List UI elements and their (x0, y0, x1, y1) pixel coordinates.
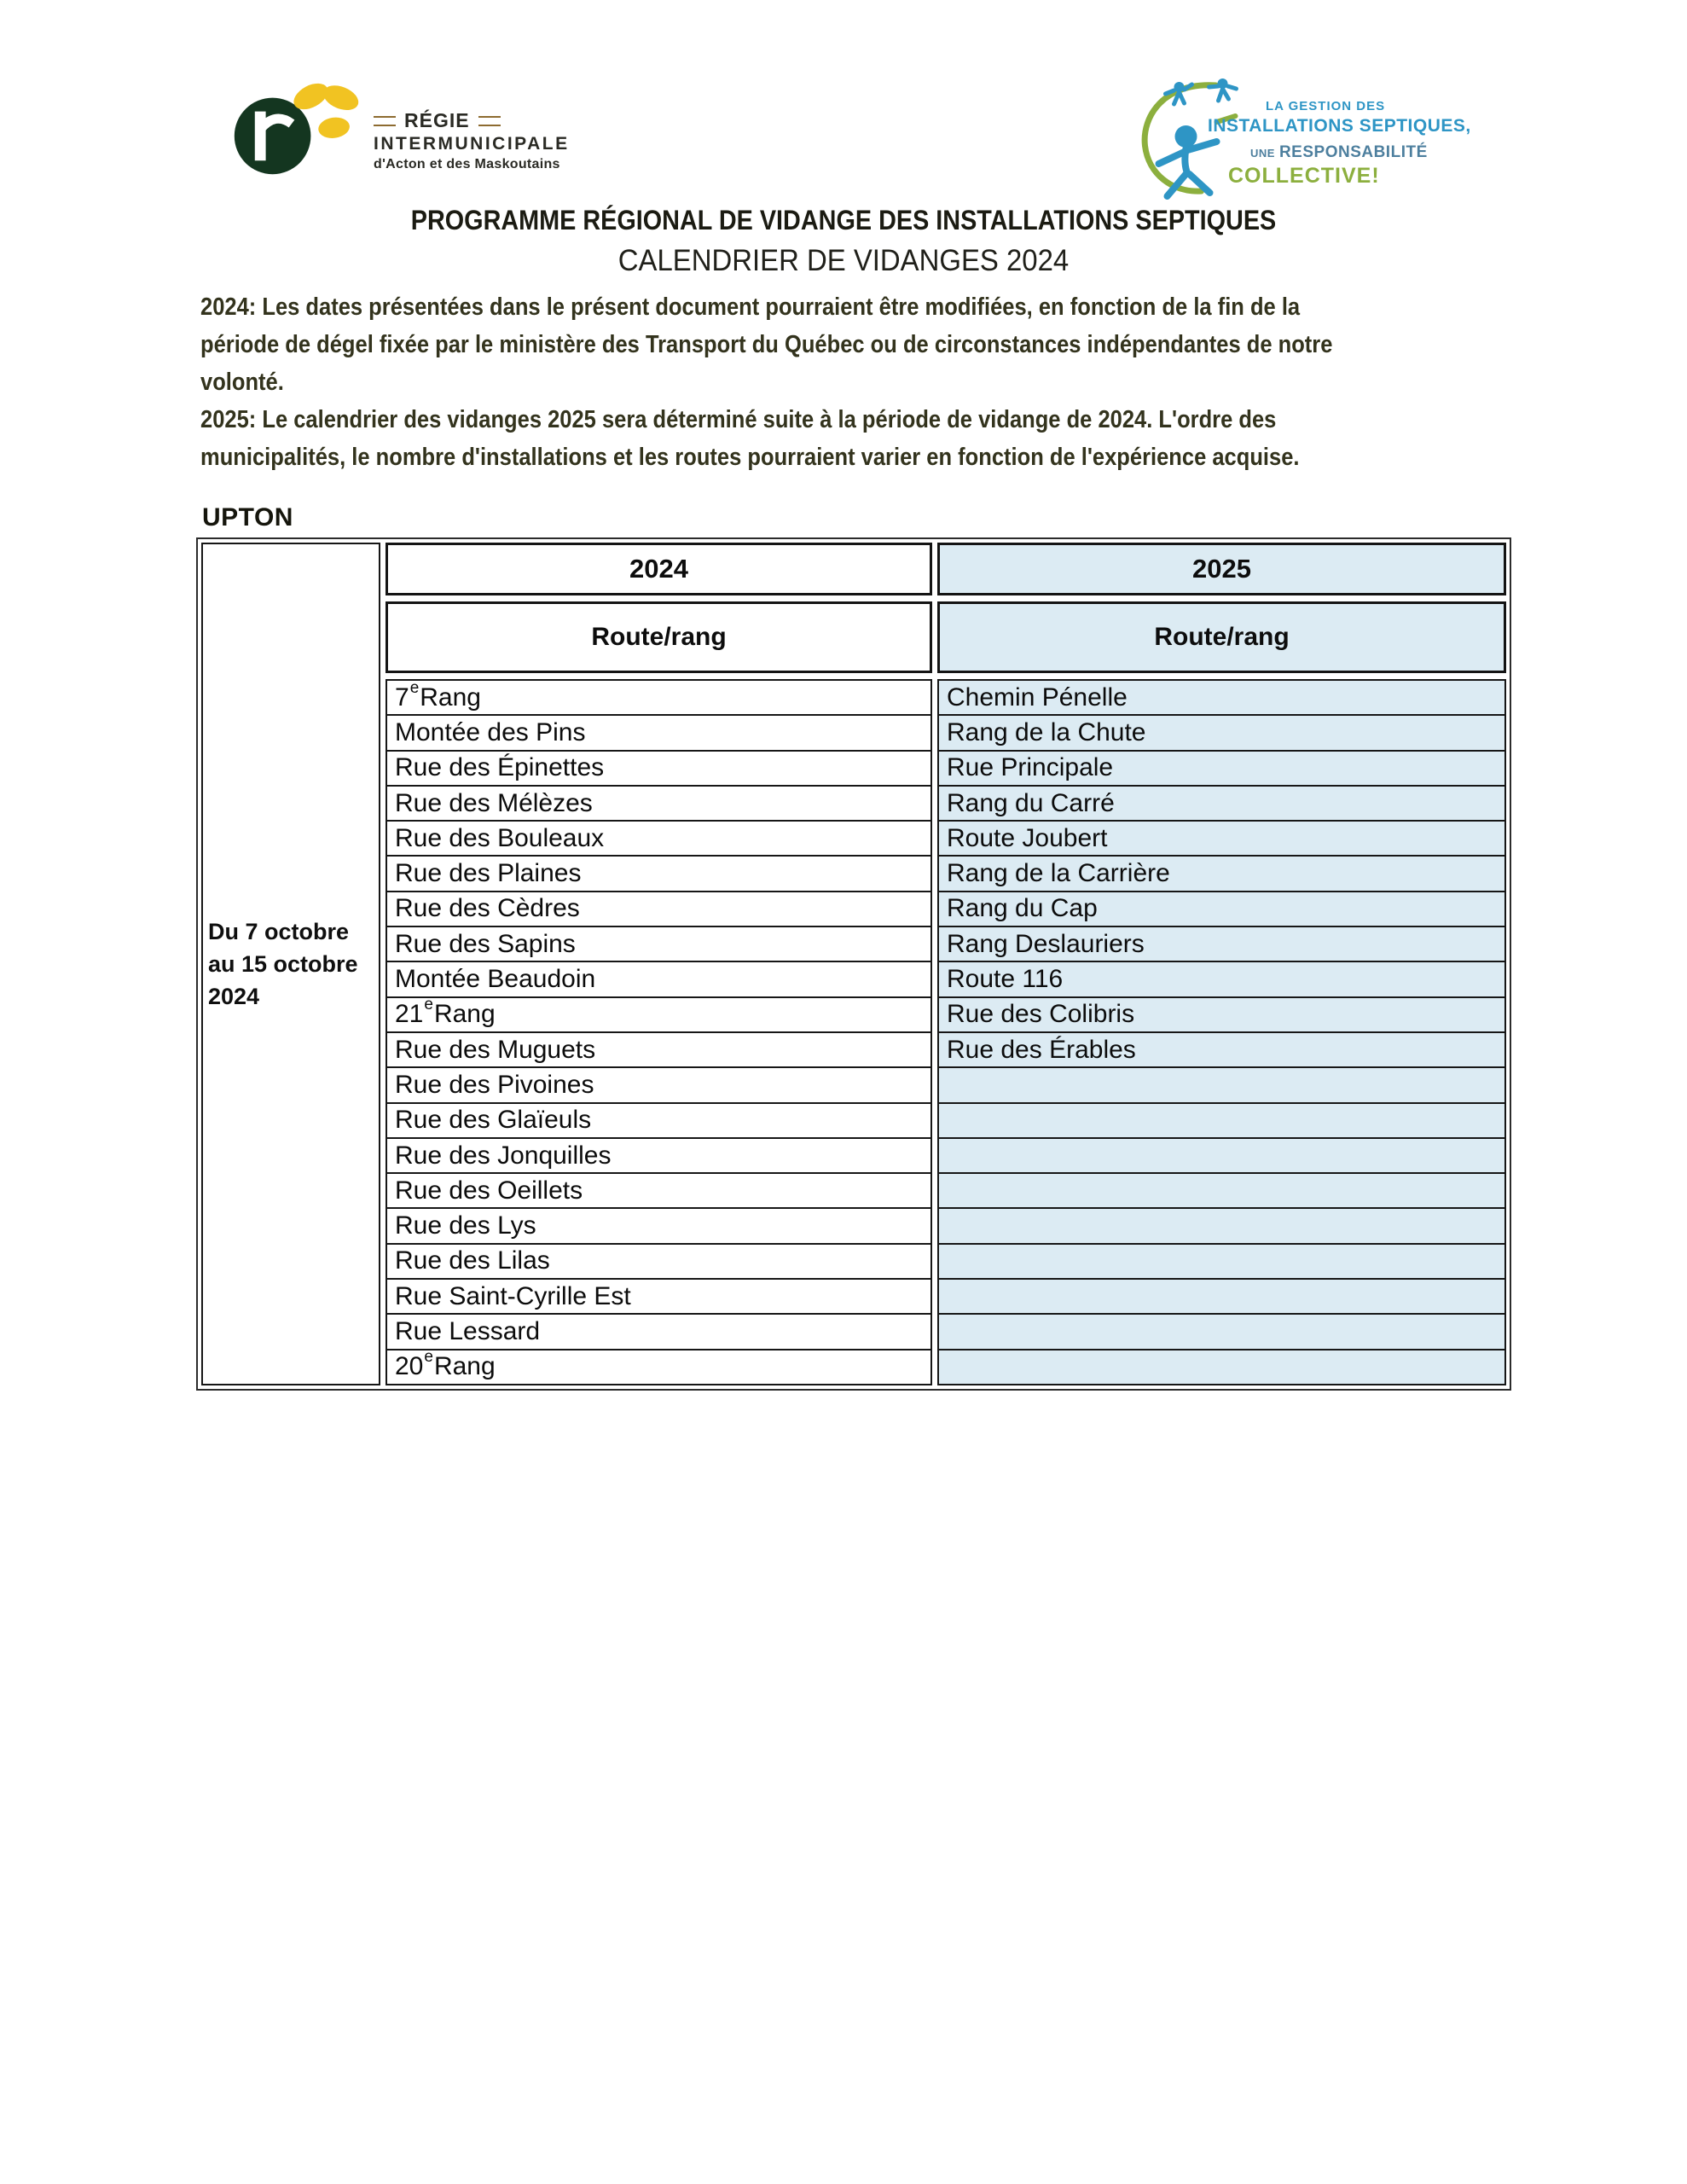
route-cell-2025: Chemin Pénelle (947, 682, 1128, 712)
route-cell-2025 (939, 1278, 1504, 1313)
gestion-septiques-logo (1133, 67, 1508, 207)
route-cell-2025 (939, 1066, 1504, 1101)
route-cell-2025: Rang Deslauriers (939, 926, 1504, 961)
route-cell-2024: Rue des Pivoines (387, 1066, 930, 1101)
route-cell-2024: Rue des Oeillets (387, 1172, 930, 1207)
route-cell-2024: Montée des Pins (387, 714, 930, 749)
route-cell-2025: Route Joubert (939, 820, 1504, 855)
route-cell-2025: Rang de la Chute (939, 714, 1504, 749)
route-cell-2024: Montée Beaudoin (387, 961, 930, 996)
gestion-logo-line4: COLLECTIVE! (1228, 164, 1380, 188)
document-title: PROGRAMME RÉGIONAL DE VIDANGE DES INSTALLATIONS SEPTIQUES (410, 205, 1277, 235)
route-cell-2024: Rue des Jonquilles (387, 1137, 930, 1172)
route-cell-2025: Rue des Érables (939, 1031, 1504, 1066)
year-header-2025: 2025 (937, 543, 1506, 595)
regie-intermunicipale-logo (230, 75, 708, 186)
route-cell-2024: Rue Saint-Cyrille Est (387, 1278, 930, 1313)
regie-logo-line2: INTERMUNICIPALE (374, 134, 570, 154)
gestion-logo-line3-prefix: UNE (1250, 147, 1275, 160)
gestion-logo-line3 (1250, 143, 1428, 162)
route-cell-2025 (939, 1137, 1504, 1172)
regie-logo-text (374, 109, 570, 172)
route-cell-2025 (939, 1102, 1504, 1137)
note-2025-line1: 2025: Le calendrier des vidanges 2025 sera déterminé suite à la période de vidange de 2024. L'ordre des (200, 406, 1277, 433)
routes-2024-column (386, 679, 932, 1385)
route-cell-2024: Rue des Sapins (387, 926, 930, 961)
gestion-logo-line1: LA GESTION DES (1266, 99, 1386, 113)
route-cell-2025: Rang de la Carrière (939, 855, 1504, 890)
date-range-cell (201, 543, 380, 1385)
note-2024-line1: 2024: Les dates présentées dans le présent document pourraient être modifiées, en fonction de la fin de la (200, 293, 1301, 321)
route-cell-2024: 21 $^e$ Rang (387, 996, 930, 1031)
route-cell-2024: Rue Lessard (387, 1313, 930, 1348)
route-cell-2024: 20 $^e$ Rang (387, 1349, 930, 1384)
route-cell-2025 (939, 1313, 1504, 1348)
route-cell-2025: Route 116 (939, 961, 1504, 996)
date-range-line2: au 15 octobre (208, 951, 358, 977)
dash-ornament-icon (374, 116, 396, 126)
year-header-2024: 2024 (386, 543, 932, 595)
route-cell-2025 (939, 1243, 1504, 1278)
date-range-line1: Du 7 octobre (208, 919, 350, 944)
route-cell-2025: Rue des Colibris (939, 996, 1504, 1031)
municipality-title: UPTON (202, 503, 293, 531)
route-cell-2025: Rue Principale (939, 750, 1504, 785)
route-cell-2024: Rue des Mélèzes (387, 785, 930, 820)
regie-logo-line3: d'Acton et des Maskoutains (374, 157, 560, 171)
gestion-logo-line2: INSTALLATIONS SEPTIQUES, (1208, 116, 1471, 136)
regie-logo-line1: RÉGIE (404, 109, 470, 131)
route-rang-header-2025: Route/rang (937, 601, 1506, 673)
regie-logo-mark (230, 75, 367, 186)
route-cell-2025 (939, 1349, 1504, 1384)
note-2024 (200, 288, 1332, 401)
route-cell-2024: Rue des Épinettes (387, 750, 930, 785)
note-2024-line3: volonté. (200, 369, 284, 396)
note-2025 (200, 401, 1299, 476)
routes-2025-column (937, 679, 1506, 1385)
dash-ornament-icon (478, 116, 501, 126)
route-cell-2025 (939, 1207, 1504, 1242)
route-cell-2024: Rue des Plaines (387, 855, 930, 890)
route-cell-2024: Rue des Lilas (387, 1243, 930, 1278)
route-cell-2025: Rang du Carré (939, 785, 1504, 820)
schedule-table (196, 537, 1511, 1391)
gestion-logo-line3-word: RESPONSABILITÉ (1278, 143, 1428, 161)
document-subtitle: CALENDRIER DE VIDANGES 2024 (617, 244, 1070, 277)
route-cell-2025: Rang du Cap (939, 891, 1504, 926)
route-cell-2024: Rue des Cèdres (387, 891, 930, 926)
date-range-line3: 2024 (208, 984, 260, 1009)
route-cell-2024: Rue des Lys (387, 1207, 930, 1242)
note-2025-line2: municipalités, le nombre d'installations et les routes pourraient varier en fonction de l'expérience acquise. (200, 444, 1300, 471)
route-rang-header-2024: Route/rang (386, 601, 932, 673)
route-cell-2024: Rue des Glaïeuls (387, 1102, 930, 1137)
route-cell-2025 (939, 1172, 1504, 1207)
note-2024-line2: période de dégel fixée par le ministère des Transport du Québec ou de circonstances indépendantes de notre (200, 331, 1333, 358)
route-cell-2024: Rue des Bouleaux (387, 820, 930, 855)
route-cell-2024: 7 $^e$ Rang (395, 678, 481, 712)
route-cell-2024: Rue des Muguets (387, 1031, 930, 1066)
